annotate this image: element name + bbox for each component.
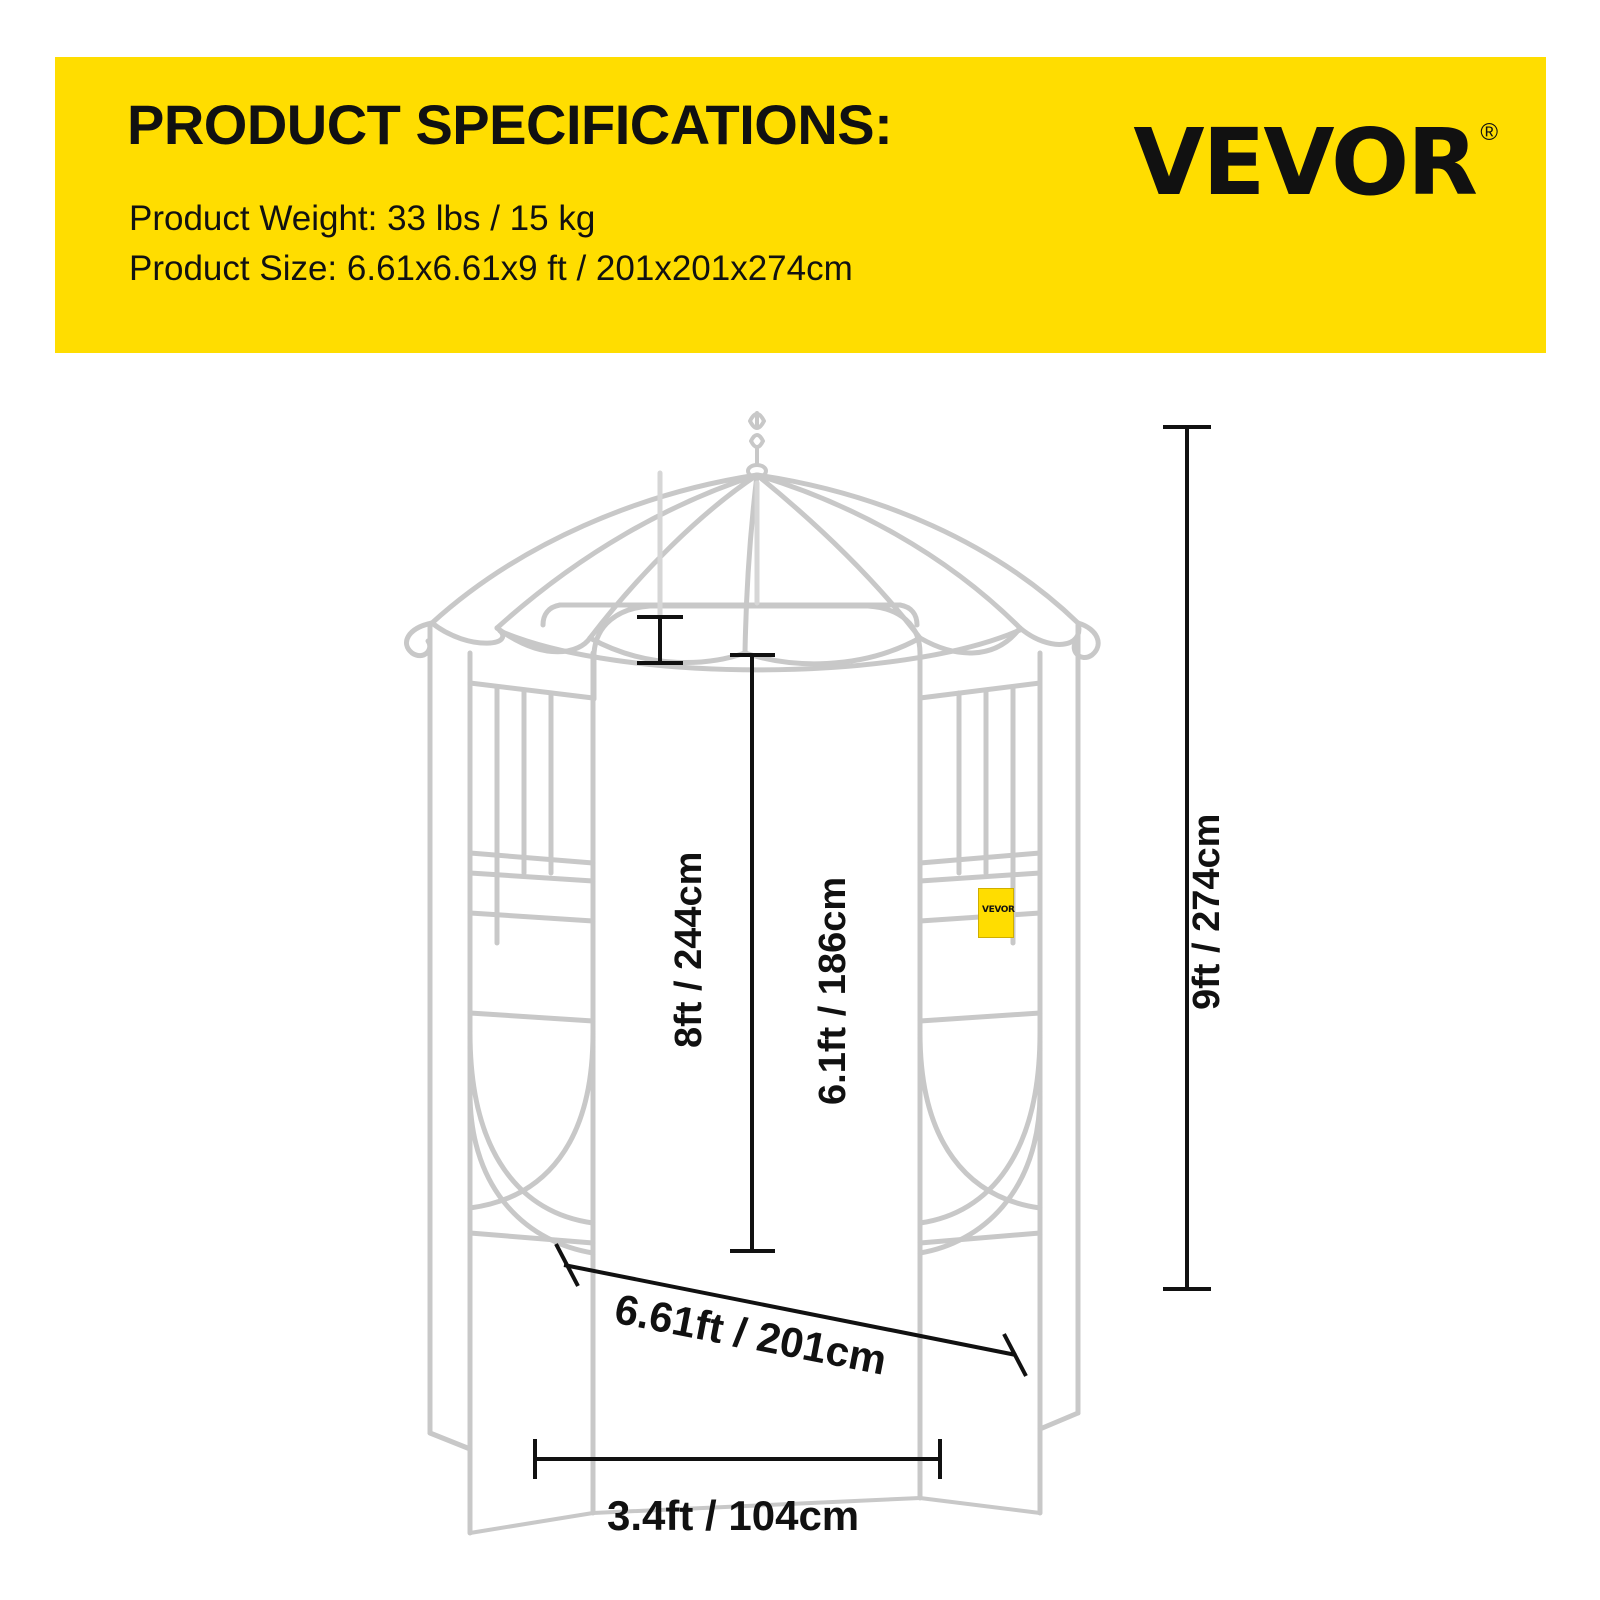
dimension-label-width: 3.4ft / 104cm bbox=[607, 1492, 860, 1539]
dimension-lines bbox=[535, 425, 1211, 1600]
page-title: PRODUCT SPECIFICATIONS: bbox=[127, 93, 893, 156]
product-vevor-tag-label: VEVOR bbox=[982, 905, 1015, 915]
dimension-label-inner-height: 6.1ft / 186cm bbox=[812, 876, 854, 1105]
registered-trademark-icon: ® bbox=[1480, 119, 1498, 146]
dimension-label-arch-height: 8ft / 244cm bbox=[668, 851, 710, 1048]
dimension-label-depth: 6.61ft / 201cm bbox=[611, 1285, 891, 1384]
product-weight-text: Product Weight: 33 lbs / 15 kg bbox=[129, 199, 596, 238]
dimension-label-total-height: 9ft / 274cm bbox=[1186, 813, 1228, 1010]
specification-banner bbox=[55, 57, 1546, 353]
vevor-logo: VEVOR bbox=[1133, 109, 1476, 216]
product-illustration bbox=[0, 353, 1600, 1600]
product-vevor-tag bbox=[978, 888, 1014, 938]
product-size-text: Product Size: 6.61x6.61x9 ft / 201x201x274cm bbox=[129, 249, 853, 288]
